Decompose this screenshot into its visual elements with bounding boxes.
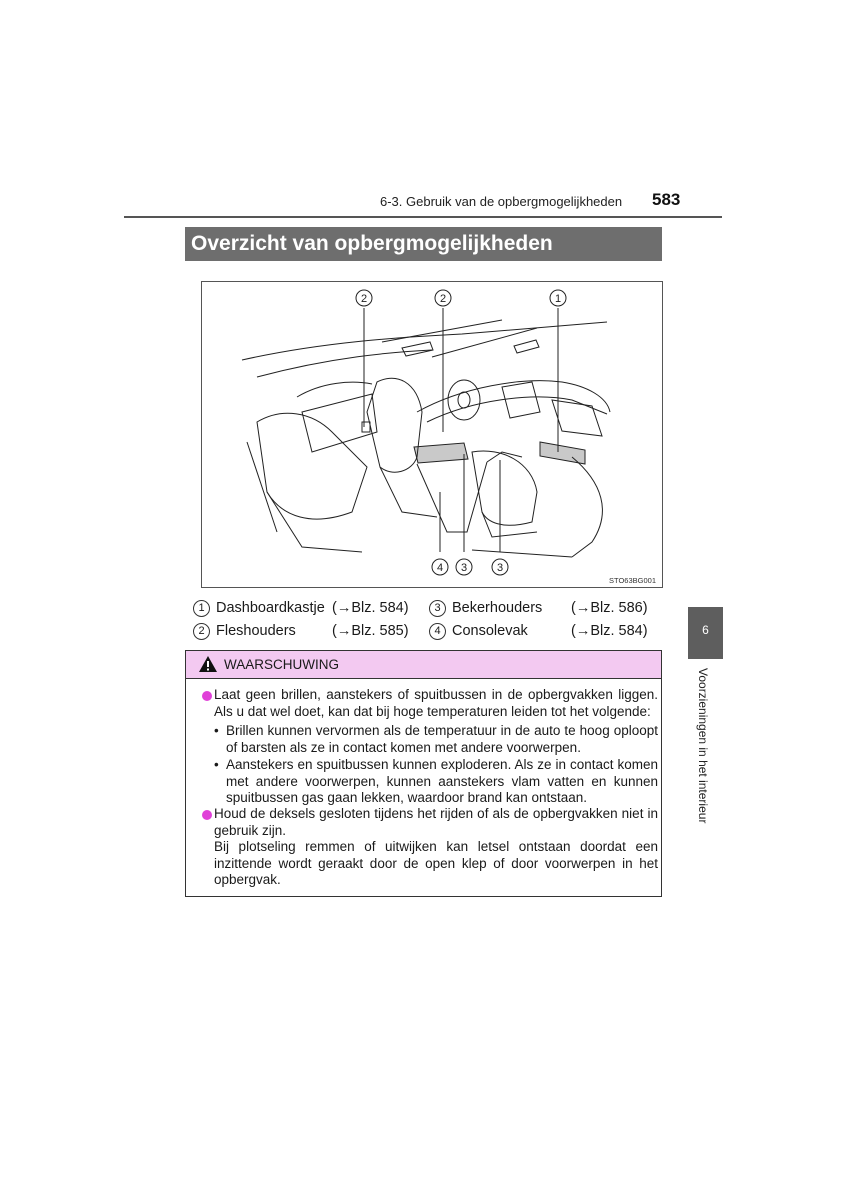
legend-ref: (→Blz. 585) <box>332 623 409 639</box>
chapter-tab: 6 <box>688 607 723 659</box>
callout-label: 4 <box>436 562 444 574</box>
legend-ref: (→Blz. 586) <box>571 600 648 616</box>
legend-item-glovebox <box>193 598 413 618</box>
warning-box <box>185 650 662 897</box>
sub-bullet-icon: • <box>214 723 219 738</box>
car-interior-drawing <box>202 282 662 587</box>
header-rule <box>124 216 722 218</box>
legend-label: Fleshouders <box>216 623 296 639</box>
legend-number: 2 <box>193 623 210 640</box>
page-title: Overzicht van opbergmogelijkheden <box>185 227 662 261</box>
warning-subitem-2: Aanstekers en spuitbussen kunnen exploderen. Als ze in contact komen met andere voorwerpen, kunnen aanstekers vlam vatten en kunnen spuitbussen gas gaan lekken, waardoor brand kan ontstaan. <box>226 757 658 805</box>
legend-item-cupholders <box>429 598 663 618</box>
callout-label: 2 <box>360 293 368 305</box>
callout-label: 3 <box>496 562 504 574</box>
legend-number: 3 <box>429 600 446 617</box>
legend-item-bottleholders <box>193 621 413 641</box>
callout-label: 1 <box>554 293 562 305</box>
callout-label: 2 <box>439 293 447 305</box>
callout-label: 3 <box>460 562 468 574</box>
legend-label: Consolevak <box>452 623 528 639</box>
warning-item-2-detail: Bij plotseling remmen of uitwijken kan letsel ontstaan doordat een inzittende wordt geraakt door de open klep of door voorwerpen in het opbergvak. <box>214 839 658 887</box>
legend-label: Dashboardkastje <box>216 600 325 616</box>
chapter-label: Voorzieningen in het interieur <box>696 668 710 824</box>
warning-subitem-1: Brillen kunnen vervormen als de temperatuur in de auto te hoog oploopt of barsten als ze in contact komen met andere voorwerpen. <box>226 723 658 755</box>
section-header: 6-3. Gebruik van de opbergmogelijkheden <box>380 194 623 209</box>
bullet-icon <box>202 691 212 701</box>
page-number: 583 <box>652 190 681 209</box>
legend-item-console <box>429 621 663 641</box>
legend-label: Bekerhouders <box>452 600 543 616</box>
legend-ref: (→Blz. 584) <box>571 623 648 639</box>
interior-illustration <box>201 281 663 588</box>
figure-code: STO63BG001 <box>609 576 656 585</box>
legend-number: 1 <box>193 600 210 617</box>
warning-item-2: Houd de deksels gesloten tijdens het rijden of als de opbergvakken niet in gebruik zijn. <box>214 806 658 838</box>
warning-heading: WAARSCHUWING <box>224 657 339 672</box>
legend-number: 4 <box>429 623 446 640</box>
legend-ref: (→Blz. 584) <box>332 600 409 616</box>
bullet-icon <box>202 810 212 820</box>
sub-bullet-icon: • <box>214 757 219 772</box>
warning-item-1: Laat geen brillen, aanstekers of spuitbussen in de opbergvakken liggen. Als u dat wel doet, kan dat bij hoge temperaturen leiden tot het volgende: <box>214 687 658 719</box>
warning-icon <box>198 655 218 673</box>
warning-header <box>186 651 661 679</box>
